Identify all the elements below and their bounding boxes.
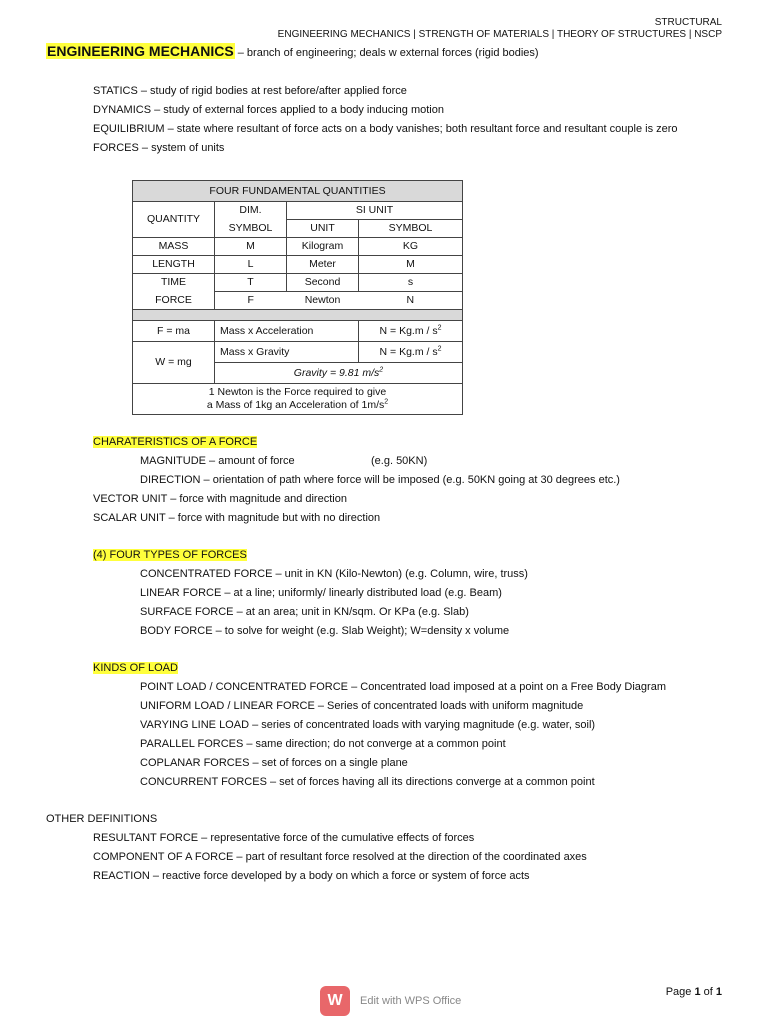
heading-text: KINDS OF LOAD — [93, 662, 178, 674]
cell-quantity: MASS — [133, 238, 215, 256]
term: MAGNITUDE — [140, 455, 206, 467]
cell-unit: Newton — [287, 292, 359, 310]
header-dim: DIM. — [215, 202, 287, 220]
desc: – at an area; unit in KN/sqm. Or KPa (e.g. Slab) — [233, 606, 469, 618]
cell-quantity: TIME — [133, 274, 215, 292]
definition-vector-unit — [93, 492, 347, 506]
page-current: 1 — [694, 986, 701, 998]
list-item — [140, 737, 506, 751]
unit-text: N = Kg.m / s — [379, 324, 438, 337]
term: COPLANAR FORCES — [140, 757, 250, 769]
page-total: 1 — [715, 986, 722, 998]
title-desc: – branch of engineering; deals w external forces (rigid bodies) — [234, 47, 539, 59]
term: DIRECTION — [140, 474, 201, 486]
header-dim-symbol: SYMBOL — [215, 220, 287, 238]
formula-fma: F = ma — [133, 321, 215, 342]
fundamental-quantities-table — [132, 180, 463, 415]
list-item — [140, 680, 666, 694]
desc: – reactive force developed by a body on which a force or system of force acts — [149, 870, 530, 882]
table-row — [133, 274, 463, 292]
definition-scalar-unit — [93, 511, 380, 525]
desc: – Concentrated load imposed at a point on a Free Body Diagram — [348, 681, 666, 693]
page-number — [666, 986, 722, 998]
definition-statics — [93, 84, 407, 98]
term: PARALLEL FORCES — [140, 738, 244, 750]
term: DYNAMICS — [93, 104, 152, 116]
title-term: ENGINEERING MECHANICS — [47, 43, 234, 59]
desc: – study of rigid bodies at rest before/after applied force — [137, 85, 407, 97]
cell-symbol: s — [359, 274, 463, 292]
formula-wmg-unit — [359, 342, 463, 363]
list-item — [93, 869, 530, 883]
definition-equilibrium — [93, 122, 678, 136]
gravity-note — [215, 363, 463, 384]
desc: – part of resultant force resolved at the direction of the coordinated axes — [233, 851, 587, 863]
desc: – series of concentrated loads with varying magnitude (e.g. water, soil) — [249, 719, 596, 731]
desc: – amount of force — [206, 455, 295, 467]
term: SURFACE FORCE — [140, 606, 234, 618]
term: CONCENTRATED FORCE — [140, 568, 273, 580]
newton-line-2-text: a Mass of 1kg an Acceleration of 1m/s — [206, 399, 385, 411]
term: RESULTANT FORCE — [93, 832, 199, 844]
header-si-unit: SI UNIT — [287, 202, 463, 220]
desc: – representative force of the cumulative effects of forces — [198, 832, 475, 844]
term: REACTION — [93, 870, 150, 882]
term: FORCES — [93, 142, 139, 154]
wps-logo-icon: W — [320, 986, 350, 1016]
cell-symbol: N — [359, 292, 463, 310]
cell-quantity: FORCE — [133, 292, 215, 310]
term: COMPONENT OF A FORCE — [93, 851, 234, 863]
cell-quantity: LENGTH — [133, 256, 215, 274]
cell-dim: M — [215, 238, 287, 256]
list-item — [140, 586, 502, 600]
header-symbol: SYMBOL — [359, 220, 463, 238]
list-item — [140, 473, 620, 487]
desc: – Series of concentrated loads with uniform magnitude — [314, 700, 584, 712]
desc: – orientation of path where force will be imposed (e.g. 50KN going at 30 degrees etc.) — [200, 474, 620, 486]
list-item — [140, 454, 295, 468]
newton-definition — [133, 384, 463, 415]
wps-watermark[interactable] — [320, 986, 461, 1016]
superscript: 2 — [437, 345, 442, 352]
table-row — [133, 238, 463, 256]
list-item — [140, 605, 469, 619]
list-item — [140, 756, 408, 770]
term: POINT LOAD / CONCENTRATED FORCE — [140, 681, 349, 693]
newton-line-2 — [133, 399, 462, 412]
desc: – force with magnitude and direction — [167, 493, 347, 505]
of-word: of — [700, 986, 716, 998]
term: CONCURRENT FORCES — [140, 776, 267, 788]
header-subjects: ENGINEERING MECHANICS | STRENGTH OF MATERIALS | THEORY OF STRUCTURES | NSCP — [277, 29, 722, 40]
term: LINEAR FORCE — [140, 587, 222, 599]
formula-fma-desc: Mass x Acceleration — [215, 321, 359, 342]
desc: – study of external forces applied to a body inducing motion — [151, 104, 444, 116]
section-heading-kinds — [93, 661, 178, 675]
desc: – set of forces on a single plane — [249, 757, 408, 769]
term: BODY FORCE — [140, 625, 213, 637]
magnitude-example: (e.g. 50KN) — [371, 455, 428, 467]
desc: – system of units — [138, 142, 225, 154]
wps-edit-link[interactable]: Edit with WPS Office — [360, 995, 462, 1007]
list-item — [140, 718, 595, 732]
section-heading-characteristics — [93, 435, 257, 449]
cell-dim: T — [215, 274, 287, 292]
list-item — [93, 850, 587, 864]
desc: – same direction; do not converge at a common point — [243, 738, 506, 750]
desc: – state where resultant of force acts on a body vanishes; both resultant force and resultant couple is zero — [164, 123, 678, 135]
list-item — [93, 831, 474, 845]
heading-text: (4) FOUR TYPES OF FORCES — [93, 549, 247, 561]
page-word: Page — [665, 986, 695, 998]
desc: – at a line; uniformly/ linearly distributed load (e.g. Beam) — [221, 587, 502, 599]
table-row — [133, 292, 463, 310]
page-title — [46, 43, 539, 59]
gravity-text: Gravity = 9.81 m/s — [293, 366, 380, 379]
superscript: 2 — [384, 398, 389, 406]
table-row — [133, 256, 463, 274]
section-heading-other: OTHER DEFINITIONS — [46, 813, 158, 825]
table-title: FOUR FUNDAMENTAL QUANTITIES — [133, 181, 463, 202]
cell-unit: Kilogram — [287, 238, 359, 256]
cell-unit: Meter — [287, 256, 359, 274]
cell-dim: F — [215, 292, 287, 310]
list-item — [140, 624, 509, 638]
superscript: 2 — [379, 366, 384, 373]
term: STATICS — [93, 85, 138, 97]
unit-text: N = Kg.m / s — [379, 345, 438, 358]
definition-forces — [93, 141, 224, 155]
list-item — [140, 567, 528, 581]
formula-wmg-desc: Mass x Gravity — [215, 342, 359, 363]
cell-symbol: KG — [359, 238, 463, 256]
term: UNIFORM LOAD / LINEAR FORCE — [140, 700, 315, 712]
definition-dynamics — [93, 103, 444, 117]
header-unit: UNIT — [287, 220, 359, 238]
cell-unit: Second — [287, 274, 359, 292]
superscript: 2 — [437, 324, 442, 331]
header-quantity: QUANTITY — [133, 202, 215, 238]
formula-wmg: W = mg — [133, 342, 215, 384]
term: EQUILIBRIUM — [93, 123, 165, 135]
newton-line-1: 1 Newton is the Force required to give — [208, 386, 387, 398]
list-item — [140, 699, 583, 713]
desc: – force with magnitude but with no direction — [165, 512, 381, 524]
header-category: STRUCTURAL — [654, 17, 722, 28]
table-separator — [133, 310, 463, 321]
desc: – to solve for weight (e.g. Slab Weight); W=density x volume — [212, 625, 510, 637]
cell-symbol: M — [359, 256, 463, 274]
formula-fma-unit — [359, 321, 463, 342]
term: SCALAR UNIT — [93, 512, 166, 524]
term: VECTOR UNIT — [93, 493, 168, 505]
list-item — [140, 775, 595, 789]
heading-text: CHARATERISTICS OF A FORCE — [93, 436, 258, 448]
desc: – unit in KN (Kilo-Newton) (e.g. Column, wire, truss) — [272, 568, 528, 580]
section-heading-types — [93, 548, 247, 562]
term: VARYING LINE LOAD — [140, 719, 250, 731]
cell-dim: L — [215, 256, 287, 274]
desc: – set of forces having all its directions converge at a common point — [266, 776, 595, 788]
